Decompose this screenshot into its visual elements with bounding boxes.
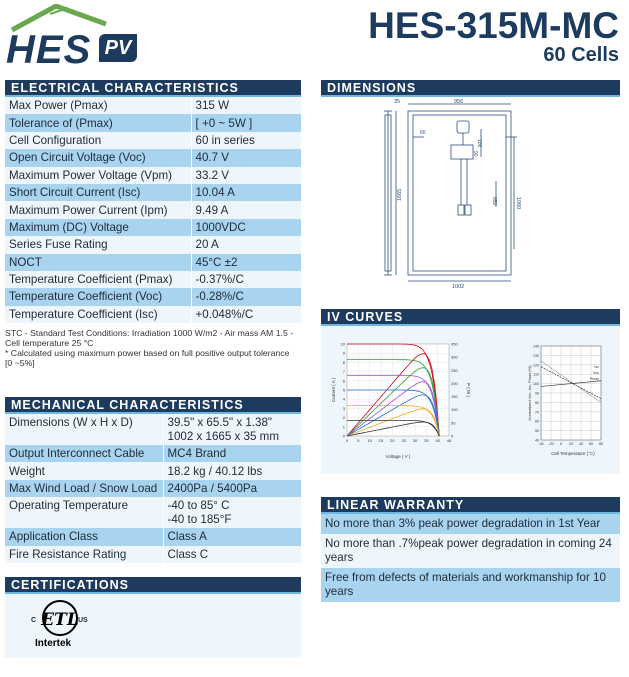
iv-curve-chart	[325, 330, 475, 470]
spec-label: Maximum (DC) Voltage	[5, 219, 191, 236]
x-tick-label: 60	[589, 442, 593, 446]
legend-label: Pmax	[589, 377, 599, 381]
calc-note: * Calculated using maximum power based on full positive output tolerance [0 ~5%]	[5, 348, 290, 368]
legend-label: Isc	[594, 365, 599, 369]
table-row	[5, 219, 301, 236]
spec-label: Cell Configuration	[5, 132, 191, 149]
y-tick-label: 0	[342, 433, 345, 439]
x-tick-label: -40	[538, 442, 544, 446]
spec-label: Output Interconnect Cable	[5, 445, 163, 462]
dim-label-1665: 1665	[397, 188, 403, 201]
mechanical-table	[5, 414, 301, 563]
dim-label-90: 90	[472, 151, 478, 157]
warranty-list	[321, 514, 620, 602]
y-tick-label: 140	[533, 344, 539, 349]
table-row	[5, 445, 301, 462]
table-row	[5, 167, 301, 184]
y2-tick-label: 350	[451, 341, 458, 347]
y2-tick-label: 250	[451, 367, 458, 373]
warranty-item: No more than .7%peak power degradation in coming 24 years	[321, 534, 620, 568]
spec-value: 1000VDC	[191, 219, 301, 236]
dimensions-inches: 39.5" x 65.5" x 1.38"	[167, 416, 273, 429]
legend-label: Voc	[593, 371, 599, 375]
y2-tick-label: 150	[451, 394, 458, 400]
table-row	[5, 97, 301, 114]
y2-tick-label: 0	[451, 433, 454, 439]
spec-label: NOCT	[5, 254, 191, 271]
iv-curves-header: IV CURVES	[321, 309, 620, 326]
y-tick-label: 120	[533, 363, 539, 368]
stc-note: STC - Standard Test Conditions: Irradiation 1000 W/m2 - Air mass AM 1.5 - Cell temperature 25 °C	[5, 328, 294, 348]
spec-value	[163, 414, 301, 445]
y-tick-label: 1	[342, 424, 345, 430]
spec-label: Max Wind Load / Snow Load	[5, 480, 163, 497]
electrical-table	[5, 97, 301, 323]
table-row	[5, 414, 301, 445]
table-row	[5, 254, 301, 271]
table-row	[5, 462, 301, 479]
certifications-header: CERTIFICATIONS	[5, 577, 301, 594]
y-tick-label: 4	[342, 396, 345, 402]
y-tick-label: 50	[535, 429, 539, 434]
spec-label: Maximum Power Current (Ipm)	[5, 201, 191, 218]
spec-label: Tolerance of (Pmax)	[5, 114, 191, 131]
spec-value: 45°C ±2	[191, 254, 301, 271]
table-row	[5, 528, 301, 545]
y-tick-label: 70	[535, 410, 539, 415]
dim-label-100: 100	[476, 139, 482, 148]
table-row	[5, 132, 301, 149]
dim-label-1060: 1060	[515, 197, 521, 210]
dimensions-mm: 1002 x 1665 x 35 mm	[167, 430, 279, 443]
table-row	[5, 288, 301, 305]
y-tick-label: 10	[340, 341, 345, 347]
spec-value: 9.49 A	[191, 201, 301, 218]
dim-label-60: 60	[420, 130, 426, 136]
dim-label-956: 956	[454, 99, 464, 105]
y2-tick-label: 200	[451, 380, 458, 386]
spec-label: Open Circuit Voltage (Voc)	[5, 149, 191, 166]
spec-value: Class C	[163, 546, 301, 563]
spec-label: Weight	[5, 462, 163, 479]
spec-label: Operating Temperature	[5, 497, 163, 528]
spec-value: [ +0 ~ 5W ]	[191, 114, 301, 131]
brand-name: HES	[6, 28, 92, 72]
svg-text:ETL: ETL	[41, 610, 79, 630]
y-tick-label: 2	[342, 415, 345, 421]
x-tick-label: 45	[446, 438, 452, 443]
y2-tick-label: 100	[451, 407, 458, 413]
spec-value	[163, 497, 301, 528]
etl-us-mark: US	[78, 617, 88, 624]
spec-label: Series Fuse Rating	[5, 236, 191, 253]
table-row	[5, 201, 301, 218]
x-tick-label: 10	[367, 438, 372, 443]
spec-value: Class A	[163, 528, 301, 545]
spec-value: 60 in series	[191, 132, 301, 149]
y-tick-label: 7	[342, 369, 345, 375]
y-tick-label: 3	[342, 405, 345, 411]
x-tick-label: -20	[548, 442, 554, 446]
x-tick-label: 40	[579, 442, 583, 446]
spec-value: -0.28%/C	[191, 288, 301, 305]
spec-value: 315 W	[191, 97, 301, 114]
x-tick-label: 35	[424, 438, 429, 443]
spec-label: Short Circuit Current (Isc)	[5, 184, 191, 201]
temp-ylabel: Normalized Voc, Isc, Pmax (%)	[527, 365, 532, 421]
spec-value: 33.2 V	[191, 167, 301, 184]
spec-value: 40.7 V	[191, 149, 301, 166]
y-tick-label: 90	[535, 391, 539, 396]
certifications-panel	[5, 594, 301, 658]
table-row	[5, 306, 301, 323]
table-row	[5, 184, 301, 201]
warranty-header: LINEAR WARRANTY	[321, 497, 620, 514]
spec-value: 10.04 A	[191, 184, 301, 201]
table-row	[5, 546, 301, 563]
x-tick-label: 0	[345, 438, 349, 443]
spec-value: MC4 Brand	[163, 445, 301, 462]
spec-label: Max Power (Pmax)	[5, 97, 191, 114]
x-tick-label: 20	[390, 438, 395, 443]
y-tick-label: 60	[535, 419, 539, 424]
table-row	[5, 149, 301, 166]
dim-label-1002: 1002	[452, 284, 465, 289]
spec-label: Temperature Coefficient (Isc)	[5, 306, 191, 323]
y-tick-label: 110	[533, 372, 539, 377]
op-temp-fahrenheit: -40 to 185°F	[167, 512, 232, 526]
y-tick-label: 9	[342, 350, 345, 356]
x-tick-label: 25	[401, 438, 406, 443]
iv-y2label: P ( W )	[466, 383, 471, 397]
table-row	[5, 271, 301, 288]
warranty-item: Free from defects of materials and workmanship for 10 years	[321, 568, 620, 602]
table-row	[5, 480, 301, 497]
iv-xlabel: Voltage ( V )	[385, 454, 411, 459]
model-title: HES-315M-MC	[368, 5, 619, 46]
module-dimension-drawing	[321, 97, 620, 289]
y-tick-label: 8	[342, 359, 345, 365]
electrical-header: ELECTRICAL CHARACTERISTICS	[5, 80, 301, 97]
dimensions-header: DIMENSIONS	[321, 80, 620, 97]
table-row	[5, 236, 301, 253]
y-tick-label: 40	[535, 438, 539, 443]
x-tick-label: 20	[569, 442, 573, 446]
dim-label-35: 35	[394, 99, 401, 105]
op-temp-celsius: -40 to 85° C	[167, 498, 230, 512]
spec-value: 20 A	[191, 236, 301, 253]
etl-c-mark: C	[31, 617, 37, 624]
intertek-label: Intertek	[35, 638, 72, 649]
x-tick-label: 15	[378, 438, 384, 443]
spec-value: 18.2 kg / 40.12 lbs	[163, 462, 301, 479]
y-tick-label: 6	[342, 378, 345, 384]
temp-xlabel: Cell Temperature (°C)	[551, 451, 595, 456]
y-tick-label: 100	[533, 382, 539, 387]
dimensions-panel	[321, 97, 620, 289]
spec-label: Temperature Coefficient (Voc)	[5, 288, 191, 305]
x-tick-label: 30	[412, 438, 418, 443]
spec-value: -0.37%/C	[191, 271, 301, 288]
iv-ylabel: Current ( A )	[331, 377, 336, 403]
brand-badge: PV	[99, 34, 137, 62]
y2-tick-label: 50	[451, 420, 456, 426]
table-row	[5, 497, 301, 528]
x-tick-label: 80	[599, 442, 603, 446]
spec-value: +0.048%/C	[191, 306, 301, 323]
spec-label: Maximum Power Voltage (Vpm)	[5, 167, 191, 184]
spec-value: 2400Pa / 5400Pa	[163, 480, 301, 497]
x-tick-label: 5	[357, 438, 360, 443]
y-tick-label: 80	[535, 400, 539, 405]
iv-curves-panel	[321, 326, 620, 474]
y2-tick-label: 300	[451, 354, 458, 360]
spec-label: Dimensions (W x H x D)	[5, 414, 163, 445]
x-tick-label: 0	[560, 442, 562, 446]
x-tick-label: 40	[435, 438, 440, 443]
spec-label: Application Class	[5, 528, 163, 545]
dim-label-850: 850	[491, 197, 497, 206]
cell-count: 60 Cells	[543, 44, 619, 66]
mechanical-header: MECHANICAL CHARACTERISTICS	[5, 397, 301, 414]
table-row	[5, 114, 301, 131]
temperature-chart	[477, 330, 617, 470]
y-tick-label: 5	[342, 387, 345, 393]
warranty-item: No more than 3% peak power degradation in 1st Year	[321, 514, 620, 534]
spec-label: Temperature Coefficient (Pmax)	[5, 271, 191, 288]
y-tick-label: 130	[533, 353, 539, 358]
spec-label: Fire Resistance Rating	[5, 546, 163, 563]
